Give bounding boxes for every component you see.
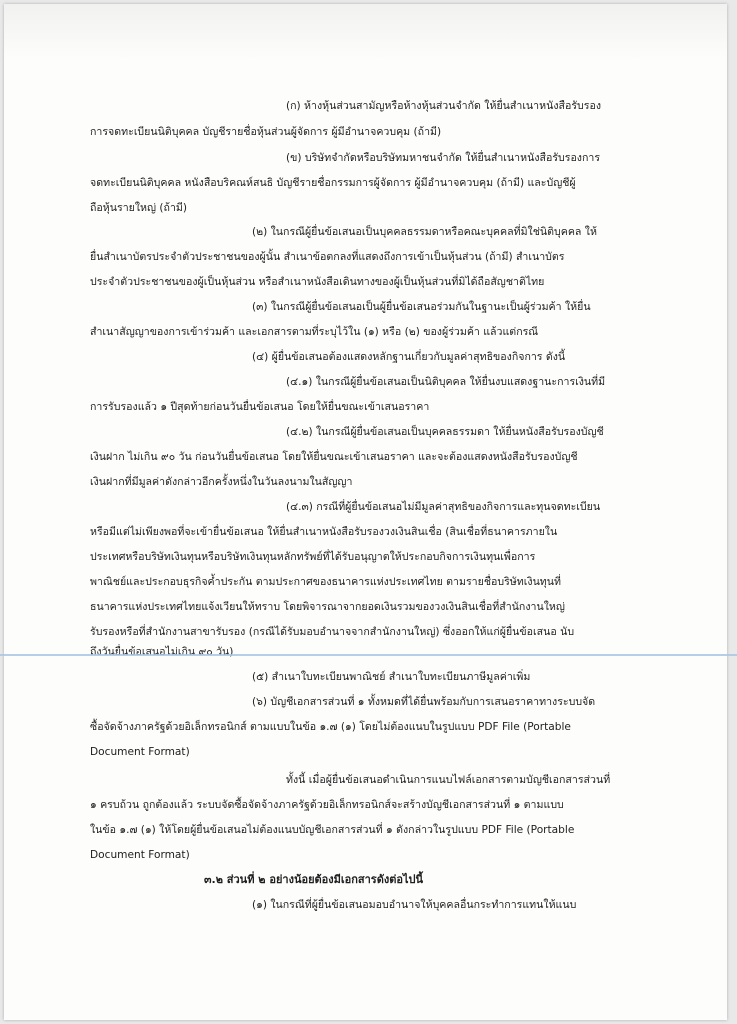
text-line: ในข้อ ๑.๗ (๑) ให้โดยผู้ยื่นข้อเสนอไม่ต้องแนบบัญชีเอกสารส่วนที่ ๑ ดังกล่าวในรูปแบบ PDF File (Portable	[90, 824, 575, 836]
text-line: การรับรองแล้ว ๑ ปีสุดท้ายก่อนวันยื่นข้อเสนอ โดยให้ยื่นขณะเข้าเสนอราคา	[90, 401, 430, 413]
text-line: จดทะเบียนนิติบุคคล หนังสือบริคณห์สนธิ บัญชีรายชื่อกรรมการผู้จัดการ ผู้มีอำนาจควบคุม (ถ้ามี) และบัญชีผู้	[90, 177, 576, 189]
text-line: (๔.๓) กรณีที่ผู้ยื่นข้อเสนอไม่มีมูลค่าสุทธิของกิจการและทุนจดทะเบียน	[286, 501, 601, 513]
text-line: ประเทศหรือบริษัทเงินทุนหรือบริษัทเงินทุนหลักทรัพย์ที่ได้รับอนุญาตให้ประกอบกิจการเงินทุนเพื่อการ	[90, 551, 536, 563]
text-line: ซื้อจัดจ้างภาครัฐด้วยอิเล็กทรอนิกส์ ตามแบบในข้อ ๑.๗ (๑) โดยไม่ต้องแนบในรูปแบบ PDF File (Portable	[90, 721, 571, 733]
blue-guide-line	[0, 654, 737, 656]
text-line: (๖) บัญชีเอกสารส่วนที่ ๑ ทั้งหมดที่ได้ยื่นพร้อมกับการเสนอราคาทางระบบจัด	[252, 696, 596, 708]
text-line: ๑ ครบถ้วน ถูกต้องแล้ว ระบบจัดซื้อจัดจ้างภาครัฐด้วยอิเล็กทรอนิกส์จะสร้างบัญชีเอกสารส่วนที่ ๑ ตามแบบ	[90, 799, 564, 811]
section-heading: ๓.๒ ส่วนที่ ๒ อย่างน้อยต้องมีเอกสารดังต่อไปนี้	[204, 873, 424, 886]
text-line: ประจำตัวประชาชนของผู้เป็นหุ้นส่วน หรือสำเนาหนังสือเดินทางของผู้เป็นหุ้นส่วนที่มิได้ถือสัญชาติไทย	[90, 276, 545, 288]
text-line: เงินฝากที่มีมูลค่าดังกล่าวอีกครั้งหนึ่งในวันลงนามในสัญญา	[90, 476, 353, 488]
text-line: รับรองหรือที่สำนักงานสาขารับรอง (กรณีได้รับมอบอำนาจจากสำนักงานใหญ่) ซึ่งออกให้แก่ผู้ยื่นข้อเสนอ นับ	[90, 626, 575, 638]
text-line: พาณิชย์และประกอบธุรกิจค้ำประกัน ตามประกาศของธนาคารแห่งประเทศไทย ตามรายชื่อบริษัทเงินทุนที่	[90, 576, 562, 588]
text-line: เงินฝาก ไม่เกิน ๙๐ วัน ก่อนวันยื่นข้อเสนอ โดยให้ยื่นขณะเข้าเสนอราคา และจะต้องแสดงหนังสือรับรองบัญชี	[90, 451, 578, 463]
text-line: (๔) ผู้ยื่นข้อเสนอต้องแสดงหลักฐานเกี่ยวกับมูลค่าสุทธิของกิจการ ดังนี้	[252, 351, 566, 363]
text-line: Document Format)	[90, 746, 190, 758]
text-line: ทั้งนี้ เมื่อผู้ยื่นข้อเสนอดำเนินการแนบไฟล์เอกสารตามบัญชีเอกสารส่วนที่	[286, 774, 611, 786]
text-line: (ข) บริษัทจำกัดหรือบริษัทมหาชนจำกัด ให้ยื่นสำเนาหนังสือรับรองการ	[286, 152, 601, 164]
text-line: สำเนาสัญญาของการเข้าร่วมค้า และเอกสารตามที่ระบุไว้ใน (๑) หรือ (๒) ของผู้ร่วมค้า แล้วแต่กรณี	[90, 326, 539, 338]
text-line: ยื่นสำเนาบัตรประจำตัวประชาชนของผู้นั้น สำเนาข้อตกลงที่แสดงถึงการเข้าเป็นหุ้นส่วน (ถ้ามี) สำเนาบัตร	[90, 251, 565, 263]
text-line: ธนาคารแห่งประเทศไทยแจ้งเวียนให้ทราบ โดยพิจารณาจากยอดเงินรวมของวงเงินสินเชื่อที่สำนักงานใหญ่	[90, 601, 565, 613]
text-line: (๓) ในกรณีผู้ยื่นข้อเสนอเป็นผู้ยื่นข้อเสนอร่วมกันในฐานะเป็นผู้ร่วมค้า ให้ยื่น	[252, 301, 591, 313]
text-line: (๒) ในกรณีผู้ยื่นข้อเสนอเป็นบุคคลธรรมดาหรือคณะบุคคลที่มิใช่นิติบุคคล ให้	[252, 226, 597, 238]
text-line: หรือมีแต่ไม่เพียงพอที่จะเข้ายื่นข้อเสนอ ให้ยื่นสำเนาหนังสือรับรองวงเงินสินเชื่อ (สินเชื่อที่ธนาคารภายใน	[90, 526, 558, 538]
text-line: (๔.๒) ในกรณีผู้ยื่นข้อเสนอเป็นบุคคลธรรมดา ให้ยื่นหนังสือรับรองบัญชี	[286, 426, 604, 438]
document-page	[4, 4, 727, 1020]
text-line: (ก) ห้างหุ้นส่วนสามัญหรือห้างหุ้นส่วนจำกัด ให้ยื่นสำเนาหนังสือรับรอง	[286, 100, 601, 112]
text-line: (๕) สำเนาใบทะเบียนพาณิชย์ สำเนาใบทะเบียนภาษีมูลค่าเพิ่ม	[252, 671, 531, 683]
page-top-shading	[4, 4, 727, 59]
text-line: ถือหุ้นรายใหญ่ (ถ้ามี)	[90, 202, 188, 214]
text-line: ถึงวันยื่นข้อเสนอไม่เกิน ๙๐ วัน)	[90, 646, 234, 658]
text-line: (๑) ในกรณีที่ผู้ยื่นข้อเสนอมอบอำนาจให้บุคคลอื่นกระทำการแทนให้แนบ	[252, 899, 577, 911]
text-line: การจดทะเบียนนิติบุคคล บัญชีรายชื่อหุ้นส่วนผู้จัดการ ผู้มีอำนาจควบคุม (ถ้ามี)	[90, 126, 442, 138]
text-line: Document Format)	[90, 849, 190, 861]
text-line: (๔.๑) ในกรณีผู้ยื่นข้อเสนอเป็นนิติบุคคล ให้ยื่นงบแสดงฐานะการเงินที่มี	[286, 376, 606, 388]
